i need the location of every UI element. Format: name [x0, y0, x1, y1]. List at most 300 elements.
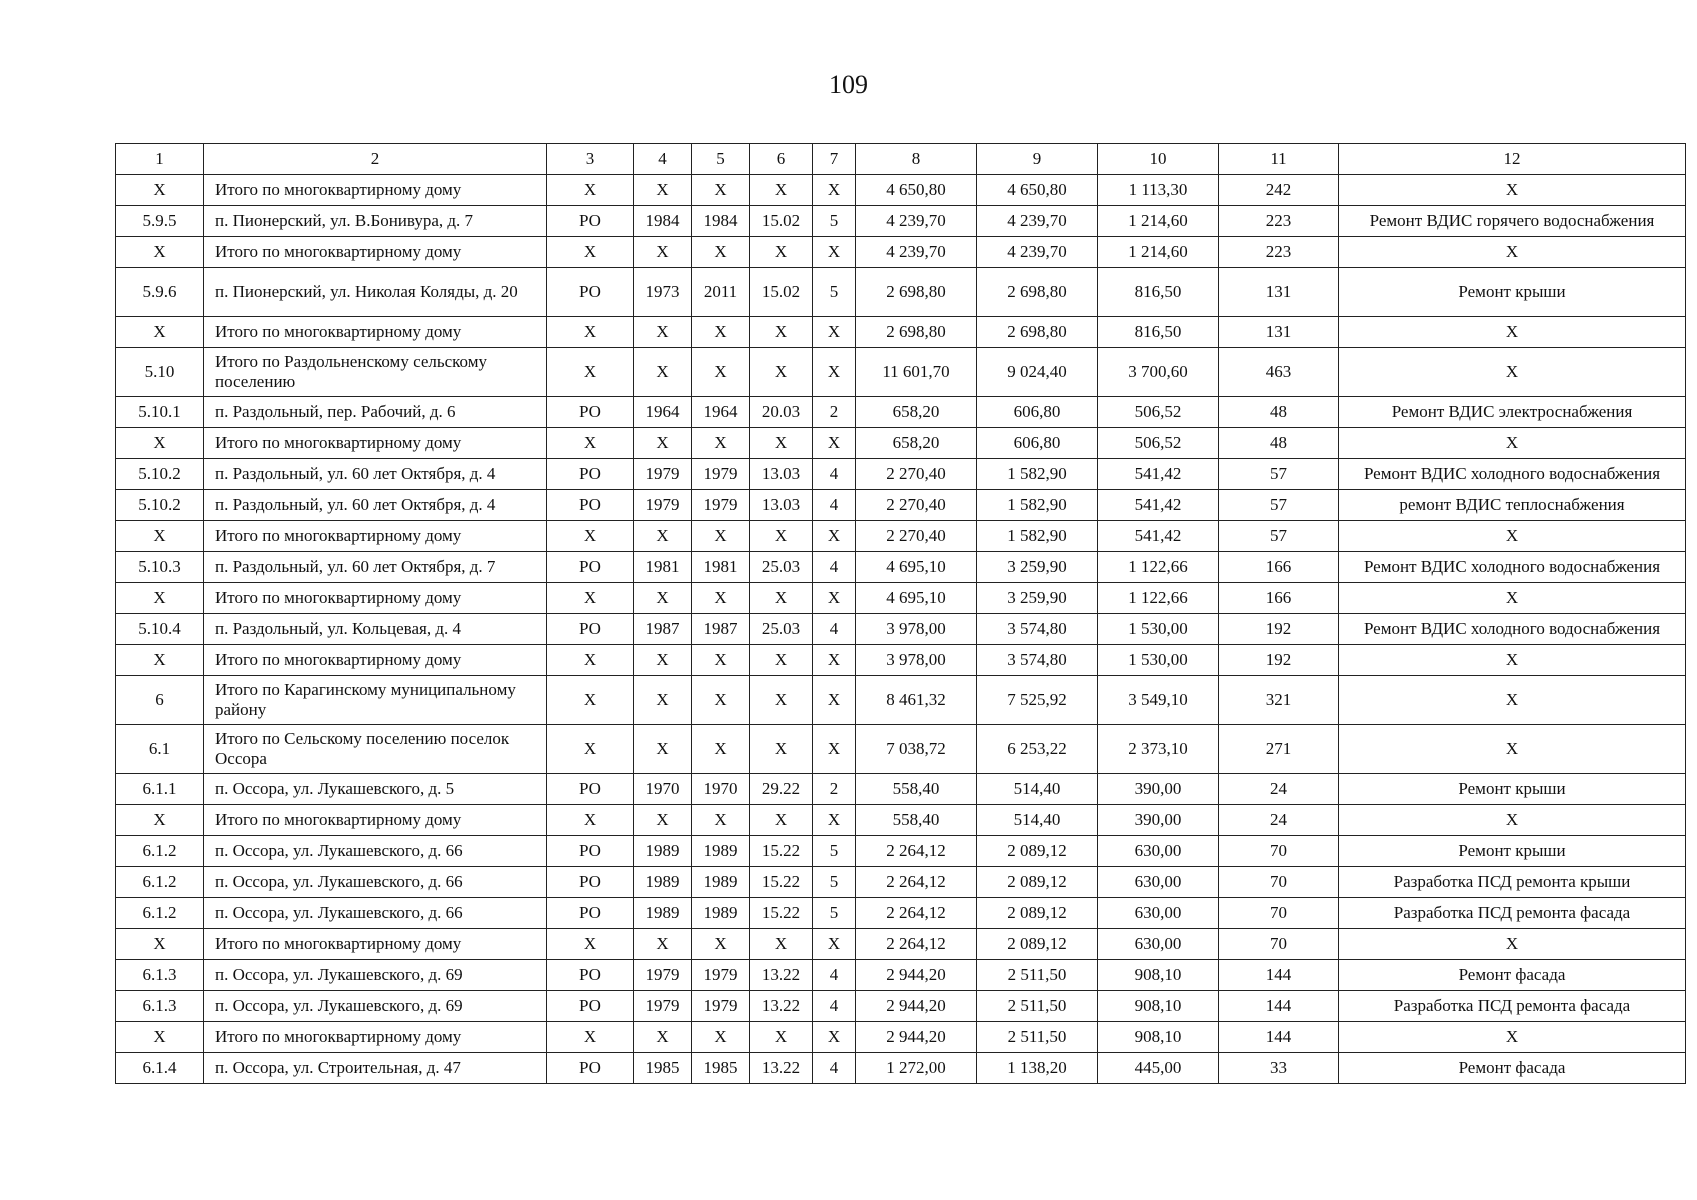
- cell-residents: 166: [1219, 583, 1339, 614]
- cell-year-built: 1989: [634, 898, 692, 929]
- cell-row-number: X: [116, 1022, 204, 1053]
- cell-code: 29.22: [750, 774, 813, 805]
- page-number: 109: [829, 70, 868, 99]
- cell-row-number: X: [116, 805, 204, 836]
- cell-code: 15.22: [750, 898, 813, 929]
- cell-cost: 390,00: [1098, 805, 1219, 836]
- cell-total-area: 558,40: [856, 774, 977, 805]
- cell-year-built: 1970: [634, 774, 692, 805]
- cell-row-number: 5.9.5: [116, 206, 204, 237]
- cell-row-number: 6.1.2: [116, 867, 204, 898]
- cell-cost: 390,00: [1098, 774, 1219, 805]
- cell-total-area: 8: [856, 144, 977, 175]
- table-row: [116, 805, 1686, 836]
- cell-year-renovated: X: [692, 175, 750, 206]
- cell-year-renovated: 1987: [692, 614, 750, 645]
- cell-floors: 4: [813, 1053, 856, 1084]
- cell-total-area: 4 650,80: [856, 175, 977, 206]
- table-row: [116, 348, 1686, 397]
- cell-floors: X: [813, 348, 856, 397]
- cell-living-area: 2 089,12: [977, 929, 1098, 960]
- cell-cost: 630,00: [1098, 898, 1219, 929]
- cell-year-built: X: [634, 428, 692, 459]
- cell-code: X: [750, 237, 813, 268]
- cell-living-area: 3 574,80: [977, 645, 1098, 676]
- cell-living-area: 9 024,40: [977, 348, 1098, 397]
- cell-year-built: 1964: [634, 397, 692, 428]
- cell-work-type: Ремонт крыши: [1339, 836, 1686, 867]
- cell-year-renovated: 1981: [692, 552, 750, 583]
- cell-address: п. Раздольный, ул. 60 лет Октября, д. 4: [204, 459, 547, 490]
- cell-row-number: 6.1.2: [116, 898, 204, 929]
- cell-residents: 131: [1219, 317, 1339, 348]
- cell-owner-type: РО: [547, 397, 634, 428]
- cell-cost: 1 530,00: [1098, 614, 1219, 645]
- cell-owner-type: РО: [547, 206, 634, 237]
- cell-work-type: X: [1339, 805, 1686, 836]
- cell-year-built: 1984: [634, 206, 692, 237]
- cell-work-type: Разработка ПСД ремонта фасада: [1339, 898, 1686, 929]
- cell-owner-type: X: [547, 175, 634, 206]
- cell-address: Итого по многоквартирному дому: [204, 1022, 547, 1053]
- cell-year-built: 1985: [634, 1053, 692, 1084]
- cell-year-renovated: 1979: [692, 991, 750, 1022]
- cell-year-renovated: 1964: [692, 397, 750, 428]
- cell-residents: 192: [1219, 645, 1339, 676]
- cell-address: Итого по многоквартирному дому: [204, 237, 547, 268]
- cell-floors: X: [813, 521, 856, 552]
- cell-address: Итого по многоквартирному дому: [204, 645, 547, 676]
- cell-total-area: 4 695,10: [856, 552, 977, 583]
- cell-address: п. Пионерский, ул. Николая Коляды, д. 20: [204, 268, 547, 317]
- cell-year-renovated: X: [692, 676, 750, 725]
- cell-year-renovated: 1979: [692, 459, 750, 490]
- table-row: [116, 552, 1686, 583]
- table-row: [116, 725, 1686, 774]
- cell-code: 15.22: [750, 836, 813, 867]
- cell-row-number: 6.1.3: [116, 960, 204, 991]
- cell-address: Итого по Раздольненскому сельскому поселению: [204, 348, 547, 397]
- cell-owner-type: X: [547, 521, 634, 552]
- cell-owner-type: РО: [547, 614, 634, 645]
- cell-row-number: X: [116, 929, 204, 960]
- cell-total-area: 3 978,00: [856, 614, 977, 645]
- cell-code: 25.03: [750, 614, 813, 645]
- cell-owner-type: X: [547, 929, 634, 960]
- cell-floors: 4: [813, 614, 856, 645]
- cell-living-area: 514,40: [977, 805, 1098, 836]
- cell-code: X: [750, 645, 813, 676]
- cell-code: 13.03: [750, 490, 813, 521]
- cell-residents: 70: [1219, 836, 1339, 867]
- cell-total-area: 2 264,12: [856, 836, 977, 867]
- cell-residents: 57: [1219, 521, 1339, 552]
- cell-total-area: 658,20: [856, 428, 977, 459]
- cell-owner-type: X: [547, 583, 634, 614]
- cell-year-renovated: X: [692, 805, 750, 836]
- cell-code: X: [750, 317, 813, 348]
- cell-year-built: 1987: [634, 614, 692, 645]
- cell-row-number: X: [116, 583, 204, 614]
- cell-living-area: 514,40: [977, 774, 1098, 805]
- cell-row-number: 5.10.1: [116, 397, 204, 428]
- cell-year-built: X: [634, 521, 692, 552]
- cell-total-area: 658,20: [856, 397, 977, 428]
- cell-address: п. Раздольный, ул. 60 лет Октября, д. 4: [204, 490, 547, 521]
- cell-residents: 24: [1219, 805, 1339, 836]
- cell-living-area: 4 650,80: [977, 175, 1098, 206]
- cell-residents: 48: [1219, 397, 1339, 428]
- cell-row-number: 6.1.2: [116, 836, 204, 867]
- cell-year-renovated: 5: [692, 144, 750, 175]
- cell-owner-type: X: [547, 428, 634, 459]
- cell-residents: 223: [1219, 206, 1339, 237]
- cell-address: п. Оссора, ул. Лукашевского, д. 66: [204, 836, 547, 867]
- cell-year-built: X: [634, 348, 692, 397]
- cell-floors: 5: [813, 867, 856, 898]
- cell-floors: 5: [813, 206, 856, 237]
- cell-year-built: 1973: [634, 268, 692, 317]
- cell-living-area: 1 582,90: [977, 521, 1098, 552]
- cell-code: X: [750, 521, 813, 552]
- cell-work-type: X: [1339, 929, 1686, 960]
- cell-year-renovated: 1979: [692, 960, 750, 991]
- cell-residents: 192: [1219, 614, 1339, 645]
- cell-address: п. Оссора, ул. Лукашевского, д. 69: [204, 960, 547, 991]
- cell-address: п. Раздольный, пер. Рабочий, д. 6: [204, 397, 547, 428]
- cell-year-built: X: [634, 175, 692, 206]
- cell-address: Итого по многоквартирному дому: [204, 521, 547, 552]
- cell-work-type: Разработка ПСД ремонта фасада: [1339, 991, 1686, 1022]
- table-row: [116, 490, 1686, 521]
- table-body: [116, 144, 1686, 1084]
- cell-owner-type: X: [547, 317, 634, 348]
- cell-year-renovated: X: [692, 428, 750, 459]
- cell-floors: X: [813, 929, 856, 960]
- cell-row-number: 6.1: [116, 725, 204, 774]
- cell-cost: 816,50: [1098, 317, 1219, 348]
- cell-owner-type: X: [547, 1022, 634, 1053]
- cell-residents: 70: [1219, 929, 1339, 960]
- cell-cost: 816,50: [1098, 268, 1219, 317]
- cell-floors: X: [813, 583, 856, 614]
- cell-row-number: X: [116, 521, 204, 552]
- cell-address: Итого по многоквартирному дому: [204, 929, 547, 960]
- cell-code: 25.03: [750, 552, 813, 583]
- cell-work-type: X: [1339, 237, 1686, 268]
- table-row: [116, 645, 1686, 676]
- cell-work-type: X: [1339, 676, 1686, 725]
- cell-cost: 541,42: [1098, 459, 1219, 490]
- cell-year-renovated: 1970: [692, 774, 750, 805]
- cell-work-type: X: [1339, 428, 1686, 459]
- cell-code: X: [750, 929, 813, 960]
- cell-owner-type: X: [547, 805, 634, 836]
- cell-living-area: 3 259,90: [977, 552, 1098, 583]
- cell-living-area: 4 239,70: [977, 237, 1098, 268]
- cell-owner-type: X: [547, 676, 634, 725]
- cell-residents: 70: [1219, 867, 1339, 898]
- cell-total-area: 2 264,12: [856, 867, 977, 898]
- cell-code: 13.22: [750, 1053, 813, 1084]
- cell-cost: 445,00: [1098, 1053, 1219, 1084]
- cell-code: X: [750, 428, 813, 459]
- cell-total-area: 11 601,70: [856, 348, 977, 397]
- cell-row-number: 5.9.6: [116, 268, 204, 317]
- cell-owner-type: РО: [547, 1053, 634, 1084]
- cell-year-renovated: X: [692, 348, 750, 397]
- cell-floors: X: [813, 725, 856, 774]
- cell-owner-type: РО: [547, 867, 634, 898]
- table-row: [116, 614, 1686, 645]
- cell-owner-type: РО: [547, 774, 634, 805]
- cell-owner-type: X: [547, 725, 634, 774]
- header-row: [116, 144, 1686, 175]
- cell-year-renovated: 2011: [692, 268, 750, 317]
- cell-floors: X: [813, 645, 856, 676]
- cell-year-renovated: X: [692, 237, 750, 268]
- cell-cost: 541,42: [1098, 521, 1219, 552]
- cell-year-built: 1981: [634, 552, 692, 583]
- cell-owner-type: 3: [547, 144, 634, 175]
- cell-cost: 1 113,30: [1098, 175, 1219, 206]
- cell-work-type: X: [1339, 645, 1686, 676]
- cell-living-area: 606,80: [977, 428, 1098, 459]
- cell-living-area: 7 525,92: [977, 676, 1098, 725]
- cell-owner-type: РО: [547, 552, 634, 583]
- cell-work-type: Ремонт ВДИС холодного водоснабжения: [1339, 614, 1686, 645]
- cell-cost: 506,52: [1098, 428, 1219, 459]
- cell-living-area: 2 089,12: [977, 836, 1098, 867]
- cell-living-area: 9: [977, 144, 1098, 175]
- cell-floors: X: [813, 175, 856, 206]
- cell-residents: 11: [1219, 144, 1339, 175]
- cell-cost: 10: [1098, 144, 1219, 175]
- cell-year-built: X: [634, 317, 692, 348]
- cell-code: X: [750, 583, 813, 614]
- cell-residents: 24: [1219, 774, 1339, 805]
- cell-row-number: X: [116, 237, 204, 268]
- cell-work-type: X: [1339, 348, 1686, 397]
- cell-cost: 3 549,10: [1098, 676, 1219, 725]
- table-row: [116, 676, 1686, 725]
- cell-code: 15.02: [750, 206, 813, 237]
- cell-code: 13.22: [750, 960, 813, 991]
- cell-work-type: ремонт ВДИС теплоснабжения: [1339, 490, 1686, 521]
- cell-code: 15.02: [750, 268, 813, 317]
- cell-year-renovated: X: [692, 645, 750, 676]
- cell-floors: X: [813, 805, 856, 836]
- cell-year-built: X: [634, 645, 692, 676]
- cell-total-area: 4 695,10: [856, 583, 977, 614]
- cell-floors: X: [813, 237, 856, 268]
- cell-floors: X: [813, 676, 856, 725]
- cell-owner-type: РО: [547, 898, 634, 929]
- cell-living-area: 1 582,90: [977, 490, 1098, 521]
- cell-floors: 5: [813, 898, 856, 929]
- cell-code: 20.03: [750, 397, 813, 428]
- cell-year-built: X: [634, 583, 692, 614]
- cell-year-renovated: X: [692, 1022, 750, 1053]
- cell-code: X: [750, 1022, 813, 1053]
- cell-living-area: 2 511,50: [977, 960, 1098, 991]
- cell-row-number: 5.10.2: [116, 459, 204, 490]
- cell-residents: 321: [1219, 676, 1339, 725]
- cell-cost: 2 373,10: [1098, 725, 1219, 774]
- cell-address: Итого по многоквартирному дому: [204, 317, 547, 348]
- cell-year-built: 1979: [634, 490, 692, 521]
- cell-row-number: X: [116, 175, 204, 206]
- cell-floors: 2: [813, 397, 856, 428]
- cell-work-type: Ремонт крыши: [1339, 268, 1686, 317]
- table-row: [116, 1053, 1686, 1084]
- cell-cost: 3 700,60: [1098, 348, 1219, 397]
- cell-total-area: 3 978,00: [856, 645, 977, 676]
- cell-code: 13.22: [750, 991, 813, 1022]
- cell-owner-type: X: [547, 348, 634, 397]
- cell-row-number: 5.10.3: [116, 552, 204, 583]
- table-row: [116, 836, 1686, 867]
- cell-work-type: X: [1339, 583, 1686, 614]
- cell-address: Итого по многоквартирному дому: [204, 805, 547, 836]
- cell-address: п. Оссора, ул. Лукашевского, д. 69: [204, 991, 547, 1022]
- cell-residents: 463: [1219, 348, 1339, 397]
- cell-floors: 7: [813, 144, 856, 175]
- cell-total-area: 2 270,40: [856, 459, 977, 490]
- cell-total-area: 2 270,40: [856, 521, 977, 552]
- cell-row-number: X: [116, 428, 204, 459]
- cell-cost: 506,52: [1098, 397, 1219, 428]
- cell-living-area: 2 089,12: [977, 898, 1098, 929]
- cell-row-number: 1: [116, 144, 204, 175]
- cell-address: 2: [204, 144, 547, 175]
- cell-code: X: [750, 175, 813, 206]
- cell-total-area: 4 239,70: [856, 237, 977, 268]
- cell-address: Итого по Сельскому поселению поселок Оссора: [204, 725, 547, 774]
- cell-floors: 4: [813, 552, 856, 583]
- cell-year-renovated: 1979: [692, 490, 750, 521]
- cell-floors: 5: [813, 836, 856, 867]
- cell-address: п. Оссора, ул. Лукашевского, д. 66: [204, 898, 547, 929]
- cell-cost: 908,10: [1098, 1022, 1219, 1053]
- cell-code: X: [750, 725, 813, 774]
- cell-total-area: 2 264,12: [856, 898, 977, 929]
- cell-total-area: 8 461,32: [856, 676, 977, 725]
- cell-cost: 908,10: [1098, 960, 1219, 991]
- cell-year-renovated: 1989: [692, 898, 750, 929]
- cell-address: п. Пионерский, ул. В.Бонивура, д. 7: [204, 206, 547, 237]
- cell-living-area: 4 239,70: [977, 206, 1098, 237]
- cell-total-area: 1 272,00: [856, 1053, 977, 1084]
- cell-residents: 223: [1219, 237, 1339, 268]
- cell-owner-type: РО: [547, 991, 634, 1022]
- cell-owner-type: РО: [547, 960, 634, 991]
- cell-residents: 242: [1219, 175, 1339, 206]
- cell-work-type: X: [1339, 521, 1686, 552]
- cell-living-area: 2 698,80: [977, 268, 1098, 317]
- cell-residents: 33: [1219, 1053, 1339, 1084]
- cell-year-built: X: [634, 676, 692, 725]
- cell-total-area: 2 270,40: [856, 490, 977, 521]
- cell-work-type: Ремонт фасада: [1339, 1053, 1686, 1084]
- cell-address: п. Оссора, ул. Лукашевского, д. 5: [204, 774, 547, 805]
- table-row: [116, 929, 1686, 960]
- cell-year-built: X: [634, 725, 692, 774]
- cell-work-type: Ремонт ВДИС горячего водоснабжения: [1339, 206, 1686, 237]
- cell-living-area: 6 253,22: [977, 725, 1098, 774]
- cell-year-built: 1989: [634, 836, 692, 867]
- cell-cost: 1 122,66: [1098, 552, 1219, 583]
- table-row: [116, 960, 1686, 991]
- cell-work-type: Разработка ПСД ремонта крыши: [1339, 867, 1686, 898]
- cell-code: X: [750, 805, 813, 836]
- table-row: [116, 867, 1686, 898]
- cell-work-type: X: [1339, 725, 1686, 774]
- table-row: [116, 1022, 1686, 1053]
- cell-cost: 1 122,66: [1098, 583, 1219, 614]
- cell-year-renovated: X: [692, 583, 750, 614]
- cell-residents: 48: [1219, 428, 1339, 459]
- cell-living-area: 1 138,20: [977, 1053, 1098, 1084]
- cell-cost: 630,00: [1098, 836, 1219, 867]
- cell-address: п. Оссора, ул. Строительная, д. 47: [204, 1053, 547, 1084]
- cell-cost: 1 214,60: [1098, 206, 1219, 237]
- cell-cost: 630,00: [1098, 929, 1219, 960]
- cell-total-area: 2 944,20: [856, 1022, 977, 1053]
- cell-total-area: 4 239,70: [856, 206, 977, 237]
- cell-living-area: 606,80: [977, 397, 1098, 428]
- cell-year-built: X: [634, 237, 692, 268]
- cell-year-built: 1979: [634, 960, 692, 991]
- cell-work-type: Ремонт ВДИС холодного водоснабжения: [1339, 459, 1686, 490]
- cell-work-type: X: [1339, 317, 1686, 348]
- cell-cost: 908,10: [1098, 991, 1219, 1022]
- cell-year-renovated: X: [692, 521, 750, 552]
- cell-living-area: 3 259,90: [977, 583, 1098, 614]
- cell-work-type: Ремонт крыши: [1339, 774, 1686, 805]
- cell-row-number: 5.10.4: [116, 614, 204, 645]
- cell-address: п. Оссора, ул. Лукашевского, д. 66: [204, 867, 547, 898]
- cell-total-area: 2 944,20: [856, 960, 977, 991]
- cell-row-number: 5.10: [116, 348, 204, 397]
- cell-row-number: 5.10.2: [116, 490, 204, 521]
- cell-year-renovated: X: [692, 929, 750, 960]
- cell-year-built: X: [634, 1022, 692, 1053]
- cell-residents: 166: [1219, 552, 1339, 583]
- cell-living-area: 2 698,80: [977, 317, 1098, 348]
- cell-year-built: X: [634, 805, 692, 836]
- cell-floors: X: [813, 428, 856, 459]
- cell-code: X: [750, 348, 813, 397]
- cell-residents: 57: [1219, 490, 1339, 521]
- cell-year-renovated: X: [692, 317, 750, 348]
- cell-owner-type: РО: [547, 490, 634, 521]
- cell-living-area: 3 574,80: [977, 614, 1098, 645]
- cell-residents: 57: [1219, 459, 1339, 490]
- cell-floors: 4: [813, 490, 856, 521]
- cell-code: 13.03: [750, 459, 813, 490]
- cell-address: Итого по многоквартирному дому: [204, 583, 547, 614]
- cell-total-area: 2 944,20: [856, 991, 977, 1022]
- cell-residents: 70: [1219, 898, 1339, 929]
- table-row: [116, 521, 1686, 552]
- cell-total-area: 2 264,12: [856, 929, 977, 960]
- cell-year-renovated: 1985: [692, 1053, 750, 1084]
- cell-cost: 1 214,60: [1098, 237, 1219, 268]
- cell-total-area: 558,40: [856, 805, 977, 836]
- cell-work-type: Ремонт ВДИС холодного водоснабжения: [1339, 552, 1686, 583]
- table-row: [116, 175, 1686, 206]
